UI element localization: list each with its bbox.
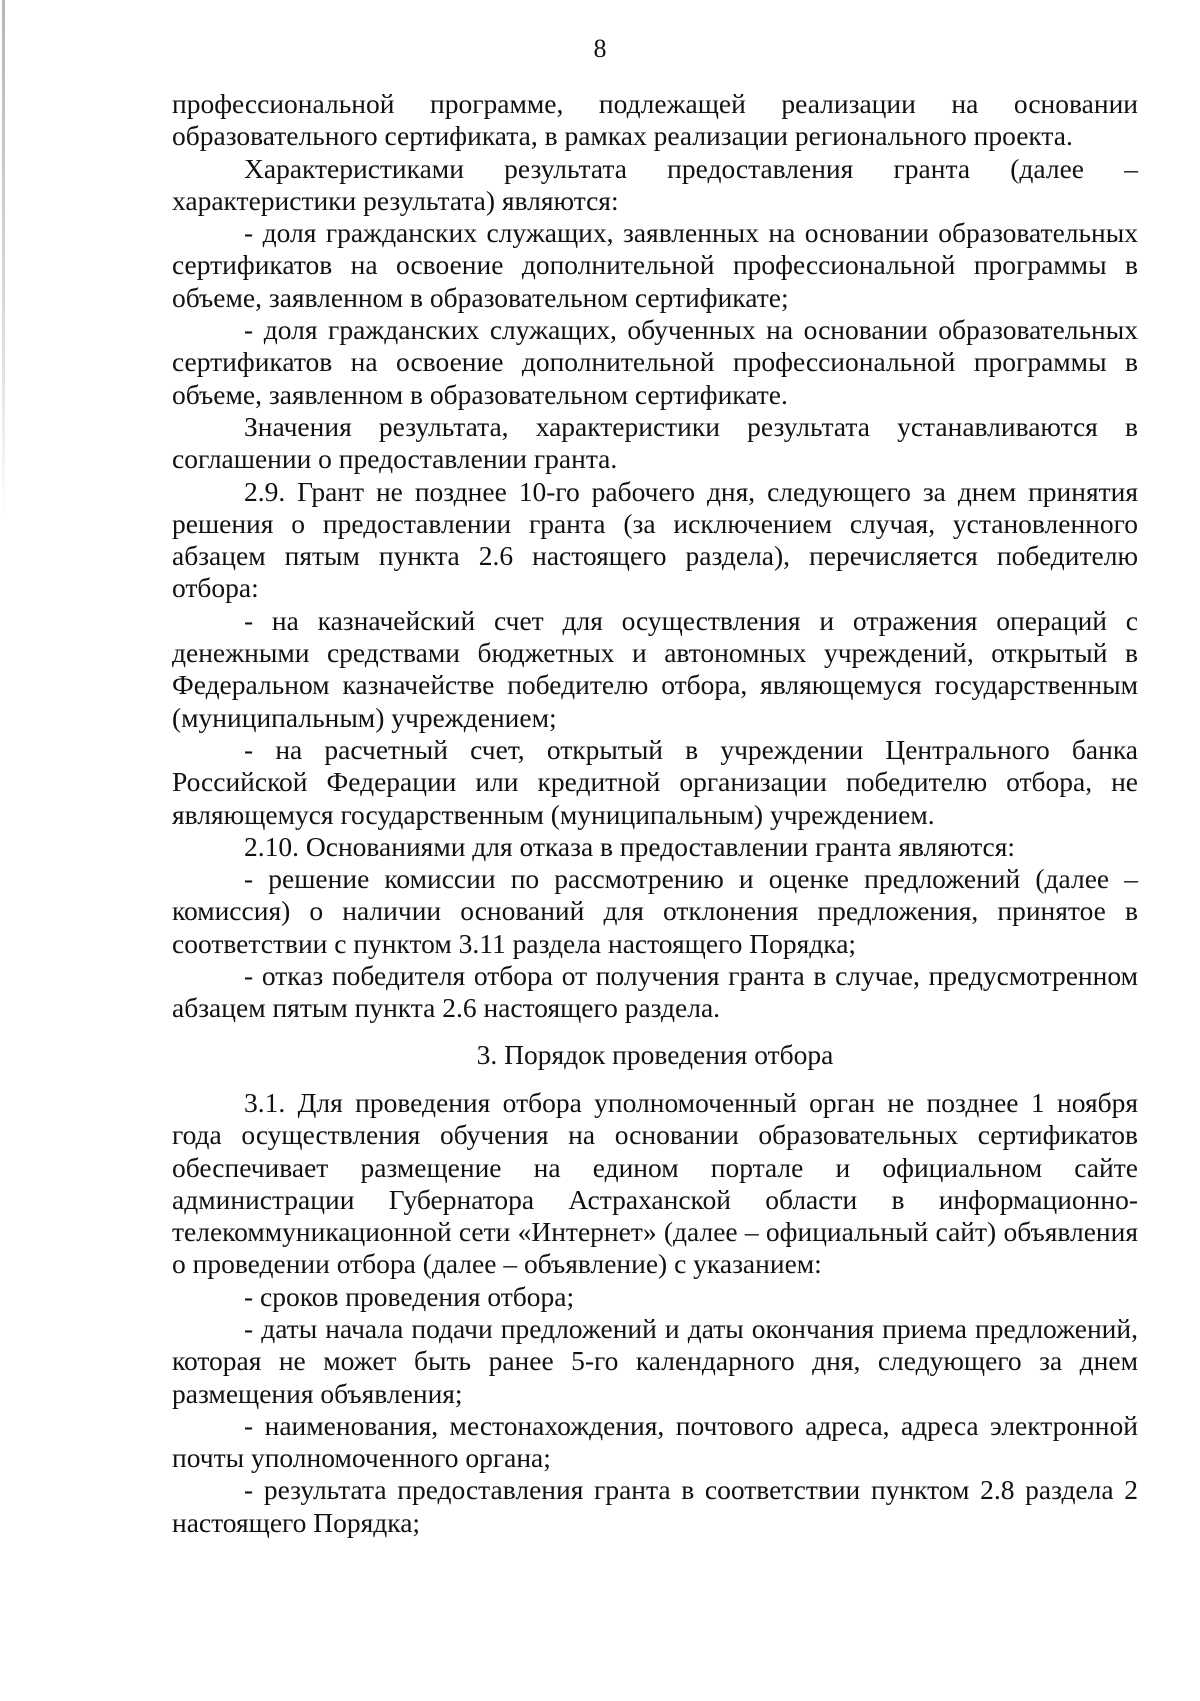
paragraph: 2.9. Грант не позднее 10-го рабочего дня, следующего за днем принятия решения о предоставлении гранта (за исключением случая, установленного абзацем пятым пункта 2.6 настоящего раздела), перечисляется победителю отбора:: [172, 475, 1138, 604]
paragraph: - даты начала подачи предложений и даты окончания приема предложений, которая не может быть ранее 5-го календарного дня, следующего за днем размещения объявления;: [172, 1312, 1138, 1409]
paragraph: - решение комиссии по рассмотрению и оценке предложений (далее – комиссия) о наличии оснований для отклонения предложения, принятое в соответствии с пунктом 3.11 раздела настоящего Порядка;: [172, 863, 1138, 959]
paragraph: - доля гражданских служащих, обученных на основании образовательных сертификатов на освоение дополнительной профессиональной программы в объеме, заявленном в образовательном сертификате.: [172, 314, 1138, 410]
document-body: [172, 88, 1138, 1539]
paragraph: - результата предоставления гранта в соответствии пунктом 2.8 раздела 2 настоящего Порядка;: [172, 1474, 1138, 1538]
page-number: 8: [593, 34, 607, 63]
scan-edge-artifact: [2, 0, 5, 520]
paragraph: 2.10. Основаниями для отказа в предоставлении гранта являются:: [244, 830, 1016, 862]
paragraph: - доля гражданских служащих, заявленных на основании образовательных сертификатов на освоение дополнительной профессиональной программы в объеме, заявленном в образовательном сертификате;: [172, 217, 1138, 313]
paragraph: профессиональной программе, подлежащей реализации на основании образовательного сертификата, в рамках реализации регионального проекта.: [172, 88, 1138, 152]
paragraph: - отказ победителя отбора от получения гранта в случае, предусмотренном абзацем пятым пункта 2.6 настоящего раздела.: [172, 960, 1138, 1024]
paragraph: Характеристиками результата предоставления гранта (далее – характеристики результата) являются:: [172, 152, 1138, 216]
paragraphs-before-heading: [172, 88, 1138, 1025]
paragraphs-after-heading: [172, 1087, 1138, 1539]
paragraph: 3.1. Для проведения отбора уполномоченный орган не позднее 1 ноября года осуществления обучения на основании образовательных сертификатов обеспечивает размещение на едином портале и официальном сайте администрации Губернатора Астраханской области в информационно-телекоммуникационной сети «Интернет» (далее – официальный сайт) объявления о проведении отбора (далее – объявление) с указанием:: [172, 1086, 1138, 1280]
paragraph: - сроков проведения отбора;: [244, 1280, 575, 1312]
paragraph: Значения результата, характеристики результата устанавливаются в соглашении о предоставлении гранта.: [172, 410, 1138, 475]
paragraph: - на расчетный счет, открытый в учреждении Центрального банка Российской Федерации или кредитной организации победителю отбора, не являющемуся государственным (муниципальным) учреждением.: [172, 733, 1138, 830]
paragraph: - на казначейский счет для осуществления и отражения операций с денежными средствами бюджетных и автономных учреждений, открытый в Федеральном казначействе победителю отбора, являющемуся государственным (муниципальным) учреждением;: [172, 604, 1138, 733]
paragraph: - наименования, местонахождения, почтового адреса, адреса электронной почты уполномоченного органа;: [172, 1409, 1138, 1474]
section-heading: 3. Порядок проведения отбора: [476, 1038, 834, 1070]
